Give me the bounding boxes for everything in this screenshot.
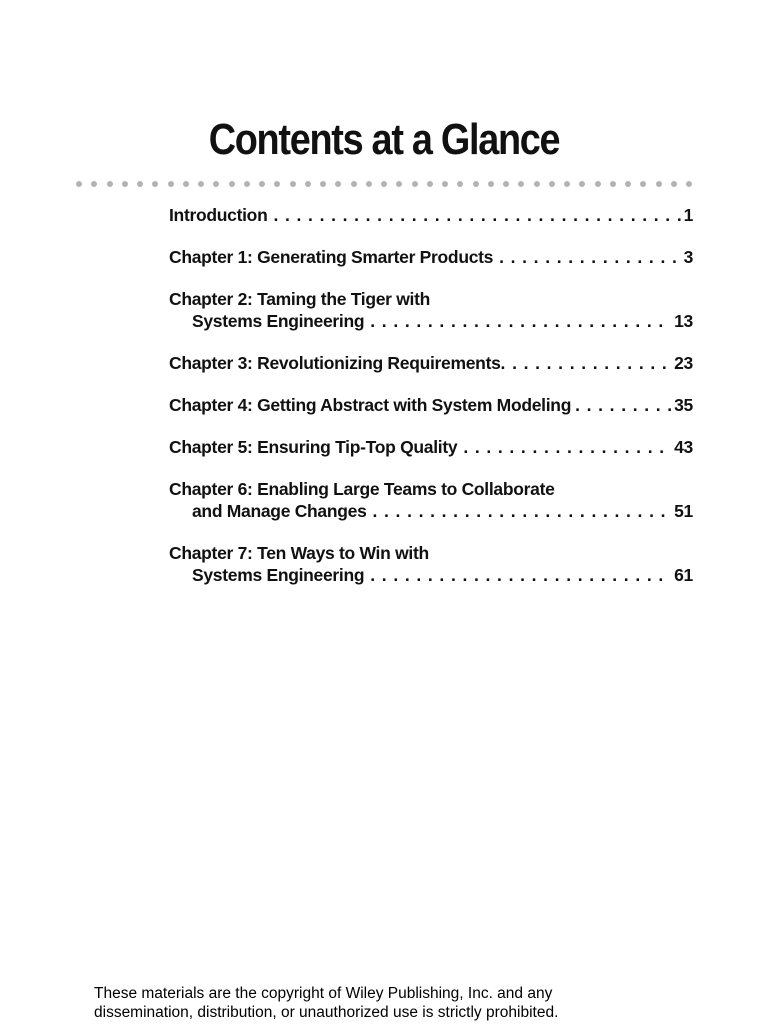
divider-dot: [305, 181, 311, 187]
divider-dot: [534, 181, 540, 187]
divider-dot: [366, 181, 372, 187]
divider-dot: [152, 181, 158, 187]
divider-dot: [396, 181, 402, 187]
divider-dot: [610, 181, 616, 187]
toc-entry-chapter-5[interactable]: [169, 436, 693, 458]
divider-dot: [122, 181, 128, 187]
dot-leader: [463, 436, 671, 458]
divider-dot: [274, 181, 280, 187]
divider-dot: [335, 181, 341, 187]
toc-entry-title: Chapter 5: Ensuring Tip-Top Quality: [169, 437, 458, 457]
divider-dot: [625, 181, 631, 187]
divider-dot: [137, 181, 143, 187]
divider-dot: [244, 181, 250, 187]
toc-page-number: 13: [674, 311, 693, 331]
dot-leader: [499, 246, 680, 268]
divider-dot: [457, 181, 463, 187]
divider-dot: [381, 181, 387, 187]
divider-dot: [320, 181, 326, 187]
dotted-divider: [76, 180, 692, 188]
toc-entry-chapter-4[interactable]: [169, 394, 693, 416]
divider-dot: [595, 181, 601, 187]
divider-dot: [351, 181, 357, 187]
divider-dot: [412, 181, 418, 187]
toc-entry-introduction[interactable]: [169, 204, 693, 226]
toc-entry-chapter-7[interactable]: [169, 542, 693, 586]
toc-entry-chapter-3[interactable]: [169, 352, 693, 374]
toc-page-number: 61: [674, 565, 693, 585]
toc-entry-title: Introduction: [169, 205, 268, 225]
toc-page-number: 23: [674, 353, 693, 373]
page-title: Contents at a Glance: [208, 115, 560, 164]
dot-leader: [373, 500, 672, 522]
divider-dot: [640, 181, 646, 187]
divider-dot: [503, 181, 509, 187]
toc-page-number: 51: [674, 501, 693, 521]
divider-dot: [91, 181, 97, 187]
divider-dot: [168, 181, 174, 187]
divider-dot: [427, 181, 433, 187]
divider-dot: [442, 181, 448, 187]
divider-dot: [76, 181, 82, 187]
divider-dot: [671, 181, 677, 187]
divider-dot: [183, 181, 189, 187]
divider-dot: [290, 181, 296, 187]
dot-leader: [575, 394, 671, 416]
divider-dot: [564, 181, 570, 187]
toc-entry-title: Chapter 4: Getting Abstract with System Modeling: [169, 395, 572, 415]
dot-leader: [501, 352, 672, 374]
toc-entry-chapter-2[interactable]: [169, 288, 693, 332]
dot-leader: [370, 310, 671, 332]
toc-entry-title: Chapter 7: Ten Ways to Win with: [169, 543, 429, 563]
copyright-line-2: dissemination, distribution, or unauthorized use is strictly prohibited.: [94, 1004, 559, 1021]
toc-page-number: 35: [674, 395, 693, 415]
divider-dot: [518, 181, 524, 187]
divider-dot: [656, 181, 662, 187]
divider-dot: [259, 181, 265, 187]
divider-dot: [549, 181, 555, 187]
divider-dot: [488, 181, 494, 187]
copyright-notice: [94, 984, 694, 1022]
toc-entry-title-continued: and Manage Changes: [192, 501, 367, 521]
divider-dot: [213, 181, 219, 187]
dot-leader: [370, 564, 671, 586]
divider-dot: [229, 181, 235, 187]
toc-entry-title: Chapter 1: Generating Smarter Products: [169, 247, 494, 267]
divider-dot: [579, 181, 585, 187]
divider-dot: [473, 181, 479, 187]
divider-dot: [198, 181, 204, 187]
toc-page-number: 43: [674, 437, 693, 457]
toc-page-number: 3: [683, 247, 693, 267]
toc-page-number: 1: [683, 205, 693, 225]
divider-dot: [107, 181, 113, 187]
toc-entry-chapter-6[interactable]: [169, 478, 693, 522]
toc-entry-title: Chapter 3: Revolutionizing Requirements: [169, 353, 501, 373]
dot-leader: [273, 204, 680, 226]
toc-entry-title: Chapter 6: Enabling Large Teams to Collaborate: [169, 479, 555, 499]
toc-entry-title-continued: Systems Engineering: [192, 565, 365, 585]
copyright-line-1: These materials are the copyright of Wiley Publishing, Inc. and any: [94, 985, 553, 1002]
divider-dot: [686, 181, 692, 187]
toc-entry-title-continued: Systems Engineering: [192, 311, 365, 331]
toc-entry-title: Chapter 2: Taming the Tiger with: [169, 289, 431, 309]
table-of-contents: [169, 204, 693, 586]
toc-entry-chapter-1[interactable]: [169, 246, 693, 268]
